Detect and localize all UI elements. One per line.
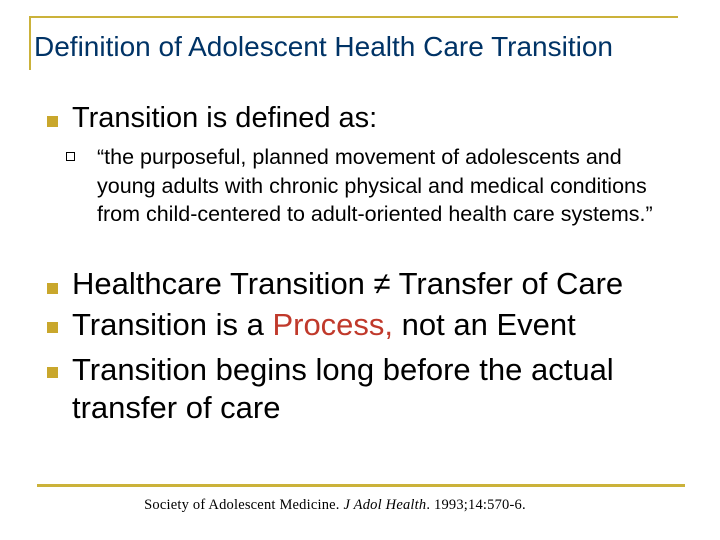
- slide-title: Definition of Adolescent Health Care Transition: [34, 31, 613, 62]
- process-highlight: Process,: [272, 307, 394, 342]
- citation-details: . 1993;14:570-6.: [426, 497, 526, 513]
- sub-bullet-marker: [66, 152, 75, 161]
- bullet-marker: [47, 116, 58, 127]
- process-text-after: not an Event: [393, 307, 576, 342]
- definition-quote: “the purposeful, planned movement of adolescents and young adults with chronic physical and medical conditions from child-centered to adult-oriented health care systems.”: [97, 145, 653, 226]
- slide-frame-left: [29, 16, 31, 70]
- bullet-process: [72, 306, 692, 344]
- bullet-marker: [47, 367, 58, 378]
- citation-authors: Society of Adolescent Medicine.: [144, 497, 344, 513]
- footer-rule: [37, 484, 685, 487]
- citation: [0, 497, 670, 514]
- bullet-marker: [47, 322, 58, 333]
- bullet-begins-early: Transition begins long before the actual transfer of care: [72, 352, 614, 425]
- citation-journal: J Adol Health: [343, 497, 427, 513]
- bullet-not-transfer: Healthcare Transition ≠ Transfer of Care: [72, 266, 624, 301]
- bullet-marker: [47, 283, 58, 294]
- slide-frame-top: [29, 16, 678, 18]
- bullet-transition-defined: Transition is defined as:: [72, 102, 378, 134]
- process-text-before: Transition is a: [72, 307, 273, 342]
